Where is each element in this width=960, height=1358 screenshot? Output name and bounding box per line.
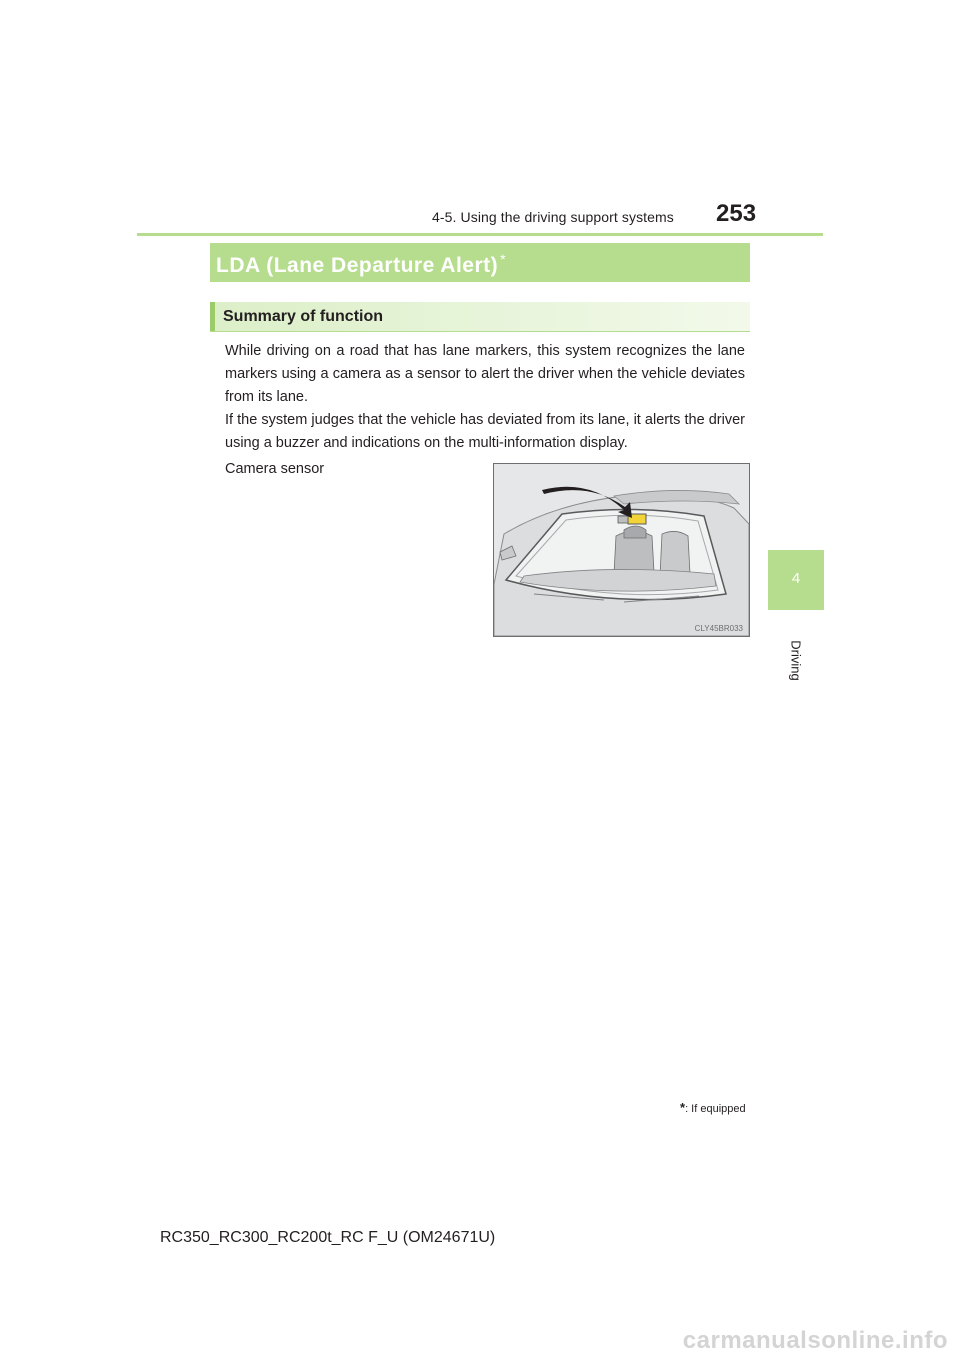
section-title [216,251,506,278]
chapter-label-box [770,640,822,680]
header-rule [137,233,823,236]
running-header-section: 4-5. Using the driving support systems [432,209,674,225]
chapter-tab[interactable] [768,550,824,610]
if-equipped-marker: * [500,251,507,267]
site-watermark[interactable]: carmanualsonline.info [682,1327,948,1354]
camera-sensor-illustration [493,463,750,637]
section-title-text: LDA (Lane Departure Alert) [216,254,499,277]
subsection-title: Summary of function [223,308,384,325]
chapter-label: Driving [788,639,804,681]
windshield-drawing [494,464,749,636]
footnote-text: : If equipped [685,1103,746,1115]
model-code: RC350_RC300_RC200t_RC F_U (OM24671U) [160,1229,496,1246]
image-code: CLY45BR033 [694,624,743,633]
section-title-bar [210,243,750,282]
body-paragraph-1: While driving on a road that has lane markers, this system recognizes the lane markers using a camera as a sensor to alert the driver when the vehicle deviates from its lane. [225,343,745,405]
subsection-bar [210,302,750,332]
footnote-marker: * [680,1100,686,1115]
subsection-accent [210,302,215,331]
figure-caption: Camera sensor [225,461,325,477]
footnote [680,1100,746,1115]
chapter-number: 4 [791,570,801,587]
page-number: 253 [716,200,757,227]
body-paragraph-2: If the system judges that the vehicle has deviated from its lane, it alerts the driver using a buzzer and indications on the multi-information display. [225,412,745,451]
